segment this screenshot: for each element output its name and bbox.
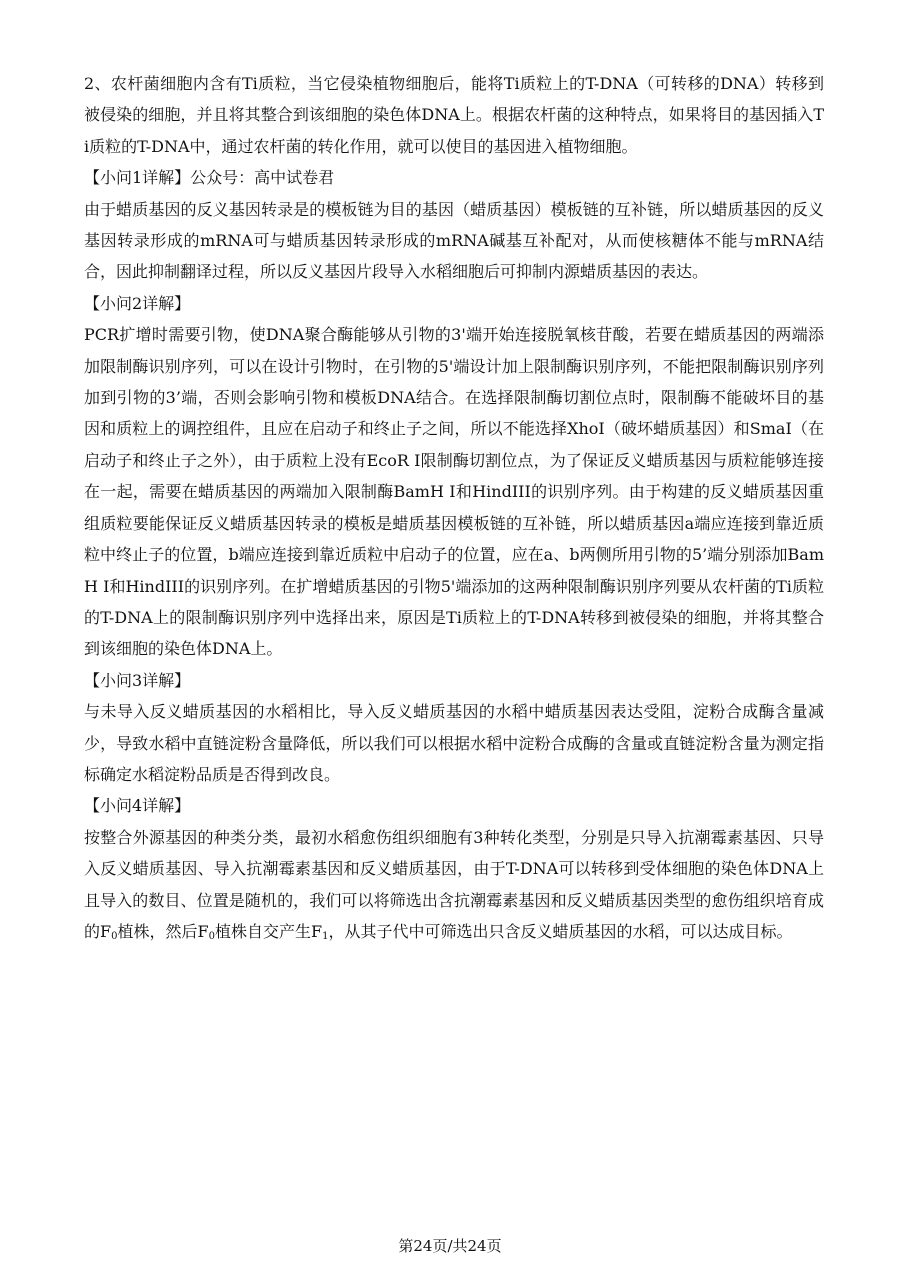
q1-heading: 【小问1详解】公众号：高中试卷君	[84, 168, 335, 188]
q3-body: 与未导入反义蜡质基因的水稻相比，导入反义蜡质基因的水稻中蜡质基因表达受阻，淀粉合成酶含量减少，导致水稻中直链淀粉含量降低，所以我们可以根据水稻中淀粉合成酶的含量或直链淀粉含量为测定指标确定水稻淀粉品质是否得到改良。	[84, 702, 824, 784]
q4-body-part-3: 植株自交产生F	[214, 921, 323, 941]
q4-body	[84, 822, 824, 948]
q2-heading: 【小问2详解】	[84, 293, 191, 313]
q4-body-part-1: 按整合外源基因的种类分类，最初水稻愈伤组织细胞有3种转化类型，分别是只导入抗潮霉素基因、只导入反义蜡质基因、导入抗潮霉素基因和反义蜡质基因，由于T-DNA可以转移到受体细胞的染色体DNA上且导入的数目、位置是随机的，我们可以将筛选出含抗潮霉素基因和反义蜡质基因类型的愈伤组织培育成的F	[84, 827, 824, 941]
f0-subscript: 0	[111, 930, 118, 942]
f1-subscript: 1	[322, 930, 329, 942]
q4-body-part-2: 植株，然后F	[117, 921, 209, 941]
q2-body: PCR扩增时需要引物，使DNA聚合酶能够从引物的3'端开始连接脱氧核苷酸，若要在蜡质基因的两端添加限制酶识别序列，可以在设计引物时，在引物的5'端设计加上限制酶识别序列，不能把限制酶识别序列加到引物的3’端，否则会影响引物和模板DNA结合。在选择限制酶切割位点时，限制酶不能破坏目的基因和质粒上的调控组件，且应在启动子和终止子之间，所以不能选择XhoI（破坏蜡质基因）和SmaI（在启动子和终止子之外），由于质粒上没有EcoR I限制酶切割位点，为了保证反义蜡质基因与质粒能够连接在一起，需要在蜡质基因的两端加入限制酶BamH I和HindIII的识别序列。由于构建的反义蜡质基因重组质粒要能保证反义蜡质基因转录的模板是蜡质基因模板链的互补链，所以蜡质基因a端应连接到靠近质粒中终止子的位置，b端应连接到靠近质粒中启动子的位置，应在a、b两侧所用引物的5’端分别添加BamH I和HindIII的识别序列。在扩增蜡质基因的引物5'端添加的这两种限制酶识别序列要从农杆菌的Ti质粒的T-DNA上的限制酶识别序列中选择出来，原因是Ti质粒上的T-DNA转移到被侵染的细胞，并将其整合到该细胞的染色体DNA上。	[84, 325, 824, 659]
q1-body: 由于蜡质基因的反义基因转录是的模板链为目的基因（蜡质基因）模板链的互补链，所以蜡质基因的反义基因转录形成的mRNA可与蜡质基因转录形成的mRNA碱基互补配对，从而使核糖体不能与mRNA结合，因此抑制翻译过程，所以反义基因片段导入水稻细胞后可抑制内源蜡质基因的表达。	[84, 199, 824, 282]
intro-paragraph: 2、农杆菌细胞内含有Ti质粒，当它侵染植物细胞后，能将Ti质粒上的T-DNA（可转移的DNA）转移到被侵染的细胞，并且将其整合到该细胞的染色体DNA上。根据农杆菌的这种特点，如果将目的基因插入Ti质粒的T-DNA中，通过农杆菌的转化作用，就可以使目的基因进入植物细胞。	[84, 74, 824, 156]
q3-heading: 【小问3详解】	[84, 670, 191, 690]
page-number-footer: 第24页/共24页	[398, 1237, 502, 1255]
document-page	[84, 68, 824, 947]
f0-subscript-2: 0	[208, 930, 215, 942]
q4-body-part-4: ，从其子代中可筛选出只含反义蜡质基因的水稻，可以达成目标。	[328, 921, 793, 941]
q4-heading: 【小问4详解】	[84, 796, 191, 816]
